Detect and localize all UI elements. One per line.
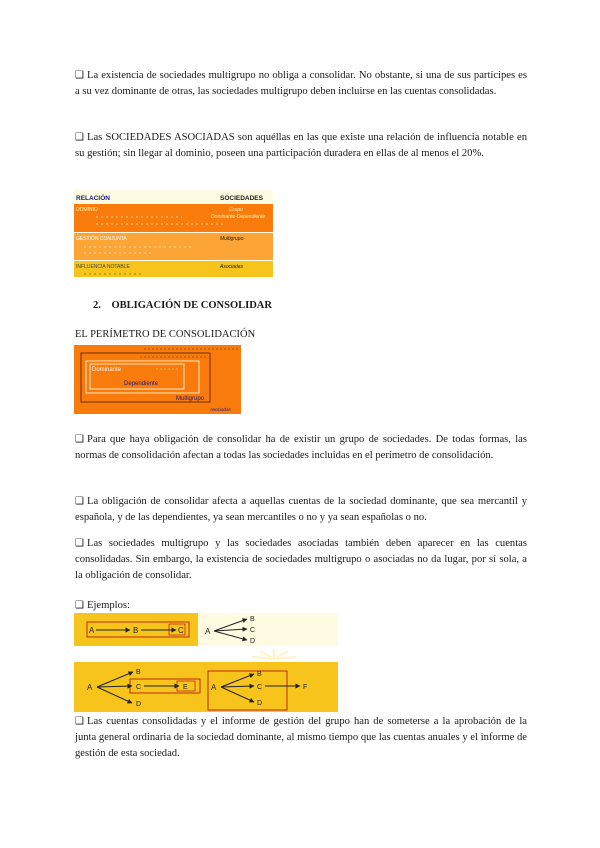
dependiente-label: Dependiente: [124, 381, 159, 387]
ex2-node-c: C: [250, 627, 256, 634]
examples-svg: [74, 613, 338, 712]
ex3-node-e: E: [183, 684, 188, 691]
paragraph-cuentas-consolidadas: [75, 714, 527, 762]
ex4-node-a: A: [211, 683, 217, 692]
ex3-node-a: A: [87, 683, 93, 692]
ex3-node-d: D: [136, 701, 142, 708]
row-gestion-label: GESTIÓN CONJUNTA: [76, 236, 127, 242]
paragraph-asociadas: [75, 130, 527, 162]
ex4-node-d: D: [257, 700, 263, 707]
ex3-node-b: B: [136, 669, 141, 676]
ex1-node-a: A: [89, 626, 95, 635]
paragraph-text: La existencia de sociedades multigrupo no obliga a consolidar. No obstante, si una de sus partícipes es a su vez dominante de otras, las sociedades multigrupo deben incluirse en las cuentas consolidadas.: [75, 70, 527, 97]
dominante-label: Dominante: [92, 367, 122, 373]
multigrupo-label: Multigrupo: [176, 396, 205, 402]
paragraph-afecta: [75, 494, 527, 526]
section-title: OBLIGACIÓN DE CONSOLIDAR: [111, 300, 272, 311]
paragraph-text: Para que haya obligación de consolidar ha de existir un grupo de sociedades. De todas formas, las normas de consolidación afectan a todas las sociedades incluidas en el perímetro de consolidación.: [75, 434, 527, 461]
paragraph-multigrupo-asociadas: [75, 536, 527, 584]
section-number: 2.: [93, 300, 101, 311]
checkbox-bullet-icon: ❑: [75, 70, 84, 81]
asociadas-label: Asociadas: [210, 407, 231, 412]
checkbox-bullet-icon: ❑: [75, 132, 84, 143]
perimeter-figure: [74, 345, 241, 414]
paragraph-text: Ejemplos:: [86, 600, 130, 611]
ex1-node-c: C: [178, 626, 184, 635]
table-header-right: SOCIEDADES: [220, 195, 263, 202]
table-header-left: RELACIÓN: [76, 195, 110, 202]
paragraph-text: La obligación de consolidar afecta a aquellas cuentas de la sociedad dominante, que sea mercantil y española, y de las dependientes, ya sean mercantiles o no y ya sean españolas o no.: [75, 496, 527, 523]
row-multigrupo-label: Multigrupo: [220, 236, 244, 242]
sunburst-decoration: [252, 649, 296, 659]
perimeter-svg: [74, 345, 241, 414]
paragraph-text: Las sociedades multigrupo y las sociedades asociadas también deben aparecer en las cuentas consolidadas. Sin embargo, la existencia de sociedades multigrupo o asociadas no da lugar, por sí sola, a la obligación de consolidar.: [75, 538, 527, 581]
checkbox-bullet-icon: ❑: [75, 716, 84, 727]
checkbox-bullet-icon: ❑: [75, 434, 84, 445]
checkbox-bullet-icon: ❑: [75, 496, 84, 507]
ex2-node-b: B: [250, 616, 255, 623]
row-grupo-label: Grupo: [229, 207, 243, 213]
examples-figure: [74, 613, 338, 712]
ex4-node-f: F: [303, 684, 308, 691]
ex4-node-b: B: [257, 671, 262, 678]
paragraph-ejemplos: [75, 598, 527, 614]
row-dominante-dependiente-label: Dominante-Dependiente: [211, 214, 266, 220]
relations-table-figure: [74, 190, 273, 277]
checkbox-bullet-icon: ❑: [75, 538, 84, 549]
perimeter-subtitle: EL PERÍMETRO DE CONSOLIDACIÓN: [75, 329, 256, 340]
paragraph-obligacion: [75, 432, 527, 464]
relations-table-svg: [74, 190, 273, 277]
section-heading: [93, 300, 272, 311]
ex4-node-c: C: [257, 684, 263, 691]
row-influencia-label: INFLUENCIA NOTABLE: [76, 264, 130, 270]
ex3-node-c: C: [136, 684, 142, 691]
row-dominio-label: DOMINIO: [76, 207, 98, 213]
paragraph-text: Las SOCIEDADES ASOCIADAS son aquéllas en las que existe una relación de influencia notable en su gestión; sin llegar al dominio, poseen una participación duradera en ellas de al menos el 20%.: [75, 132, 527, 159]
paragraph-text: Las cuentas consolidadas y el informe de gestión del grupo han de someterse a la aprobación de la junta general ordinaria de la sociedad dominante, al mismo tiempo que las cuentas anuales y el informe de gestión de esta sociedad.: [75, 716, 527, 759]
row-asociadas-label: Asociadas: [220, 264, 244, 270]
ex1-node-b: B: [133, 626, 139, 635]
paragraph-multigrupo: [75, 68, 527, 100]
ex2-node-d: D: [250, 638, 256, 645]
ex2-node-a: A: [205, 627, 211, 636]
checkbox-bullet-icon: ❑: [75, 600, 84, 611]
